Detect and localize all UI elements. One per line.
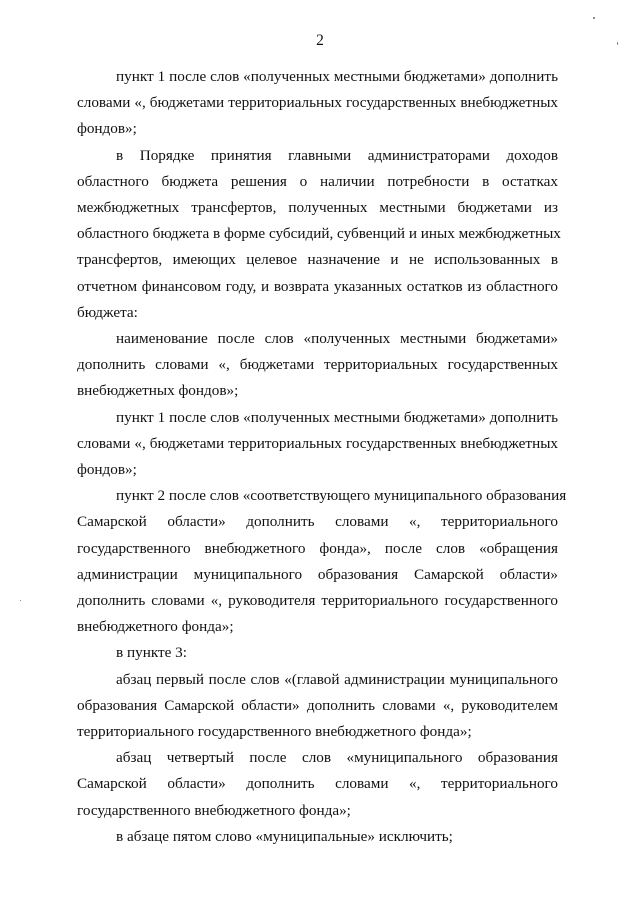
paragraph-line: пункт 1 после слов «полученных местными бюджетами» дополнить bbox=[116, 408, 558, 426]
paragraph bbox=[77, 405, 558, 484]
paragraph-line: наименование после слов «полученных местными бюджетами» bbox=[116, 330, 558, 348]
paragraph-line: областного бюджета в форме субсидий, субвенций и иных межбюджетных bbox=[77, 225, 561, 243]
paragraph-line: территориального государственного внебюджетного фонда»; bbox=[77, 723, 472, 741]
paragraph bbox=[77, 326, 558, 405]
paragraph-line: фондов»; bbox=[77, 120, 137, 138]
paragraph-line: Самарской области» дополнить словами «, территориального bbox=[77, 513, 558, 531]
paragraph-line: в абзаце пятом слово «муниципальные» исключить; bbox=[116, 827, 453, 845]
paragraph-line: трансфертов, имеющих целевое назначение и не использованных в bbox=[77, 251, 558, 269]
scan-speck bbox=[593, 17, 595, 19]
paragraph-line: в пункте 3: bbox=[116, 644, 187, 662]
paragraph bbox=[77, 143, 561, 326]
paragraph bbox=[77, 667, 558, 746]
paragraph-line: пункт 1 после слов «полученных местными бюджетами» дополнить bbox=[116, 68, 558, 85]
paragraph-line: фондов»; bbox=[77, 461, 137, 479]
paragraph-line: бюджета: bbox=[77, 303, 138, 321]
paragraph-line: государственного внебюджетного фонда»; bbox=[77, 801, 351, 819]
paragraph-line: словами «, бюджетами территориальных государственных внебюджетных bbox=[77, 434, 558, 452]
paragraph bbox=[77, 640, 558, 666]
scan-speck bbox=[617, 42, 618, 45]
paragraph-line: администрации муниципального образования Самарской области» bbox=[77, 565, 558, 583]
page-number: 2 bbox=[316, 32, 324, 49]
scan-speck bbox=[20, 600, 21, 601]
paragraph bbox=[77, 64, 558, 143]
paragraph-line: пункт 2 после слов «соответствующего муниципального образования bbox=[116, 487, 567, 505]
paragraph-line: абзац первый после слов «(главой администрации муниципального bbox=[116, 670, 558, 688]
paragraph-line: словами «, бюджетами территориальных государственных внебюджетных bbox=[77, 94, 558, 112]
paragraph-line: Самарской области» дополнить словами «, территориального bbox=[77, 775, 558, 793]
paragraph-line: образования Самарской области» дополнить словами «, руководителем bbox=[77, 696, 558, 714]
paragraph-line: дополнить словами «, руководителя территориального государственного bbox=[77, 592, 558, 610]
paragraph-line: внебюджетного фонда»; bbox=[77, 618, 234, 636]
document-body bbox=[77, 64, 567, 850]
paragraph bbox=[77, 745, 558, 824]
paragraph-line: в Порядке принятия главными администраторами доходов bbox=[116, 146, 558, 164]
paragraph-line: абзац четвертый после слов «муниципального образования bbox=[116, 749, 558, 767]
paragraph-line: внебюджетных фондов»; bbox=[77, 382, 239, 400]
paragraph bbox=[77, 824, 558, 850]
paragraph-line: областного бюджета решения о наличии потребности в остатках bbox=[77, 172, 558, 190]
paragraph-line: государственного внебюджетного фонда», после слов «обращения bbox=[77, 539, 558, 557]
paragraph-line: межбюджетных трансфертов, полученных местными бюджетами из bbox=[77, 199, 558, 217]
paragraph bbox=[77, 483, 567, 640]
paragraph-line: дополнить словами «, бюджетами территориальных государственных bbox=[77, 356, 558, 374]
paragraph-line: отчетном финансовом году, и возврата указанных остатков из областного bbox=[77, 277, 558, 295]
